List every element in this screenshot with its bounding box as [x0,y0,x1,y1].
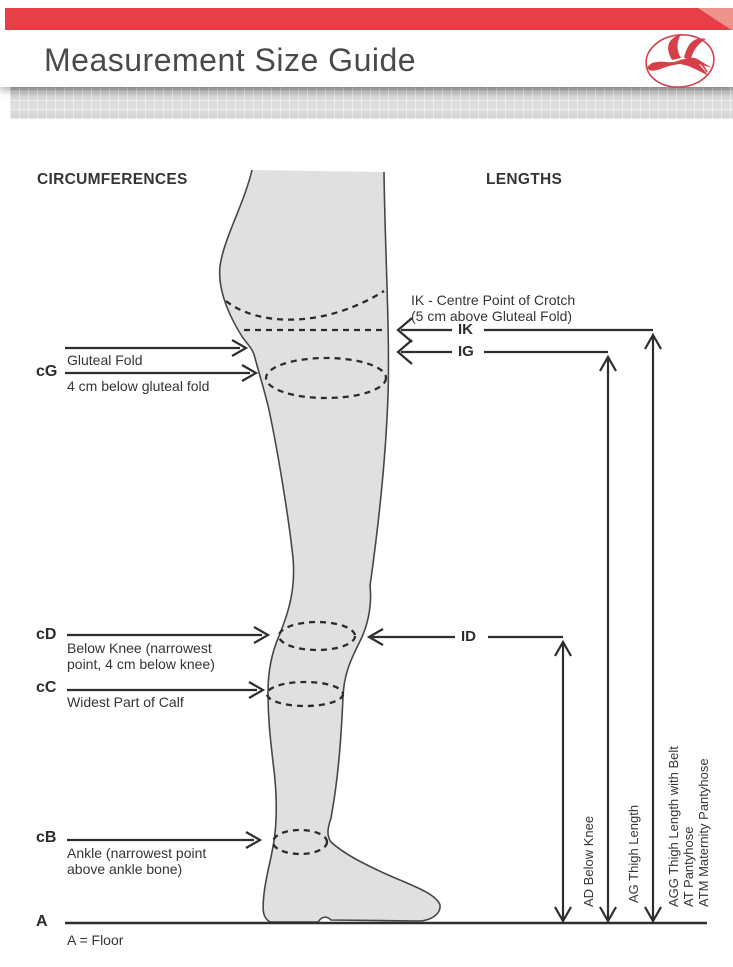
crane-logo-icon [642,30,716,92]
cc-code: cC [36,679,57,696]
ad-rotated-label: AD Below Knee [581,815,596,907]
crotch-note: IK - Centre Point of Crotch (5 cm above Gluteal Fold) [411,292,576,324]
circumferences-heading: CIRCUMFERENCES [37,171,188,188]
ad-vertical-arrow [555,642,571,921]
cd-code: cD [36,626,57,643]
floor-code: A [36,913,48,930]
cc-description: Widest Part of Calf [67,694,184,710]
cg-code: cG [36,363,58,380]
agg-rotated-labels: AGG Thigh Length with Belt AT Pantyhose ATM Maternity Pantyhose [666,746,711,907]
cb-code: cB [36,829,57,846]
floor-label: A = Floor [67,932,124,948]
ig-line [398,340,608,364]
cg-line2-label: 4 cm below gluteal fold [67,378,210,394]
agg-vertical-arrow [645,335,661,921]
ag-vertical-arrow [600,357,616,921]
cg-line1-label: Gluteal Fold [67,352,143,368]
ag-rotated-label: AG Thigh Length [626,804,641,903]
cd-description: Below Knee (narrowest point, 4 cm below knee) [67,640,215,672]
lengths-heading: LENGTHS [486,171,563,188]
page-title: Measurement Size Guide [44,42,417,78]
ik-label: IK [458,321,473,338]
ig-label: IG [458,343,474,360]
leg-silhouette [220,170,440,922]
id-label: ID [461,628,476,645]
cb-description: Ankle (narrowest point above ankle bone) [67,845,207,877]
